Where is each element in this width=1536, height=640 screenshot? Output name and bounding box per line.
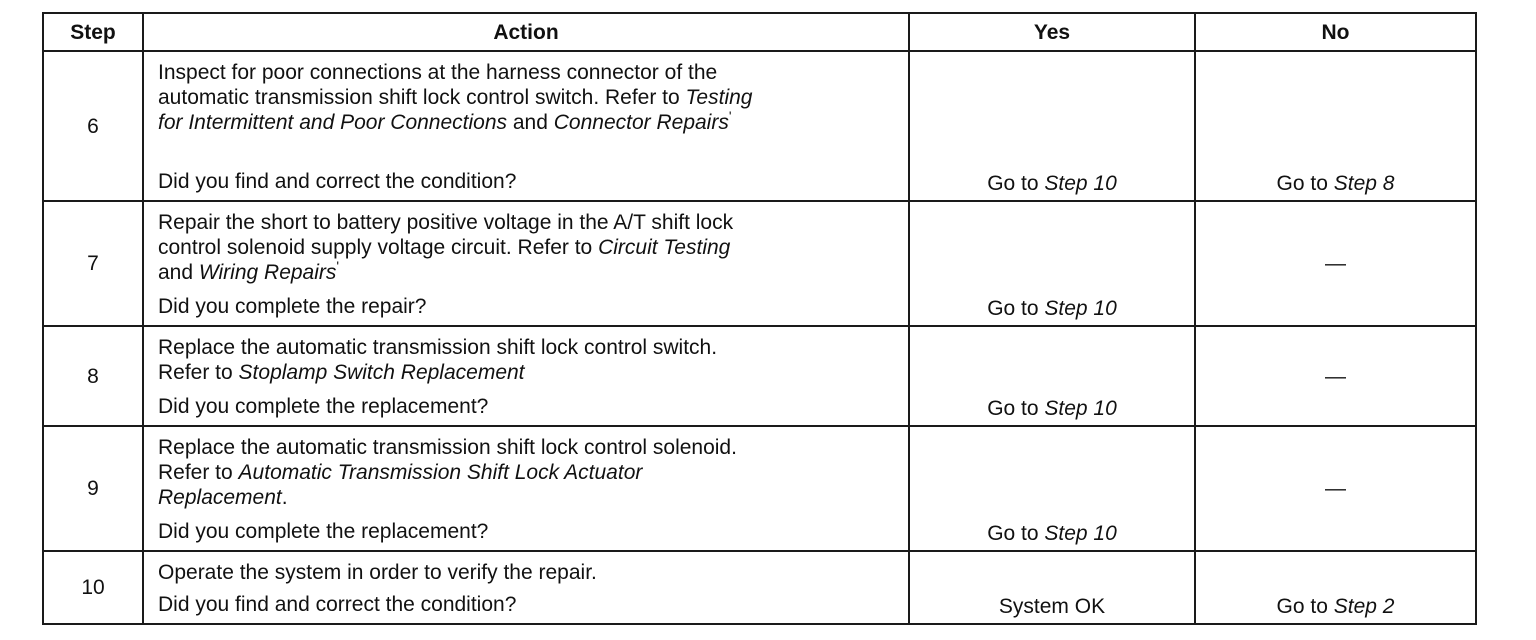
header-no: No [1195,13,1476,51]
action-line: control solenoid supply voltage circuit. Refer to Circuit Testing [158,236,731,259]
step-number: 10 [43,551,143,624]
step-reference: Step 2 [1333,595,1395,618]
action-line: and Wiring Repairs' [158,258,340,284]
action-line: Replacement. [158,486,288,509]
step-reference: Step 10 [1044,397,1117,420]
footnote-mark: ' [336,258,340,274]
action-line: Replace the automatic transmission shift lock control switch. [158,336,718,359]
step-reference: Step 10 [1044,172,1117,195]
no-cell: Go to Step 2 [1195,551,1476,624]
action-line: automatic transmission shift lock control switch. Refer to Testing [158,86,753,109]
action-cell [143,201,909,326]
table-row [43,551,1476,624]
reference-link: Circuit Testing [598,236,731,259]
reference-link: Wiring Repairs [198,261,337,284]
header-yes: Yes [909,13,1195,51]
footnote-mark: ' [728,108,732,124]
table-row [43,51,1476,201]
action-text [158,435,896,510]
step-number: 6 [43,51,143,201]
table-row [43,326,1476,426]
action-text [158,560,896,585]
table-row [43,201,1476,326]
action-question: Did you complete the replacement? [158,520,489,543]
diagnostic-table [42,12,1477,625]
action-cell [143,326,909,426]
action-question: Did you complete the replacement? [158,395,489,418]
action-cell [143,51,909,201]
reference-link: Connector Repairs [553,111,729,134]
action-text [158,60,896,135]
reference-link: for Intermittent and Poor Connections [158,111,508,134]
step-reference: Step 10 [1044,297,1117,320]
header-row [43,13,1476,51]
action-cell [143,426,909,551]
yes-cell: Go to Step 10 [909,426,1195,551]
action-line: Inspect for poor connections at the harness connector of the [158,61,718,84]
action-line: Replace the automatic transmission shift lock control solenoid. [158,436,737,459]
reference-link: Testing [685,86,753,109]
reference-link: Replacement [158,486,282,509]
table-row [43,426,1476,551]
no-cell [1195,201,1476,326]
action-text [158,210,896,285]
system-ok-text: System OK [998,595,1106,618]
reference-link: Stoplamp Switch Replacement [238,361,525,384]
action-line: Repair the short to battery positive voltage in the A/T shift lock [158,211,734,234]
action-text [158,335,896,385]
action-cell [143,551,909,624]
reference-link: Automatic Transmission Shift Lock Actuator [238,461,643,484]
empty-dash: — [1325,252,1346,275]
action-line: for Intermittent and Poor Connections and Connector Repairs' [158,108,732,134]
empty-dash: — [1325,364,1346,388]
no-cell: Go to Step 8 [1195,51,1476,201]
action-question: Did you find and correct the condition? [158,593,517,616]
no-cell [1195,426,1476,551]
step-number: 8 [43,326,143,426]
no-cell [1195,326,1476,426]
header-action: Action [143,13,909,51]
yes-cell: Go to Step 10 [909,201,1195,326]
empty-dash: — [1325,477,1346,500]
yes-cell: Go to Step 10 [909,51,1195,201]
yes-cell: Go to Step 10 [909,326,1195,426]
action-line: Operate the system in order to verify the repair. [158,561,597,584]
step-number: 7 [43,201,143,326]
action-line: Refer to Automatic Transmission Shift Lock Actuator [158,461,643,484]
action-line: Refer to Stoplamp Switch Replacement [158,361,525,384]
step-number: 9 [43,426,143,551]
action-question: Did you find and correct the condition? [158,170,517,193]
header-step: Step [43,13,143,51]
yes-cell [909,551,1195,624]
step-reference: Step 10 [1044,522,1117,545]
action-question: Did you complete the repair? [158,295,427,318]
step-reference: Step 8 [1333,172,1395,195]
